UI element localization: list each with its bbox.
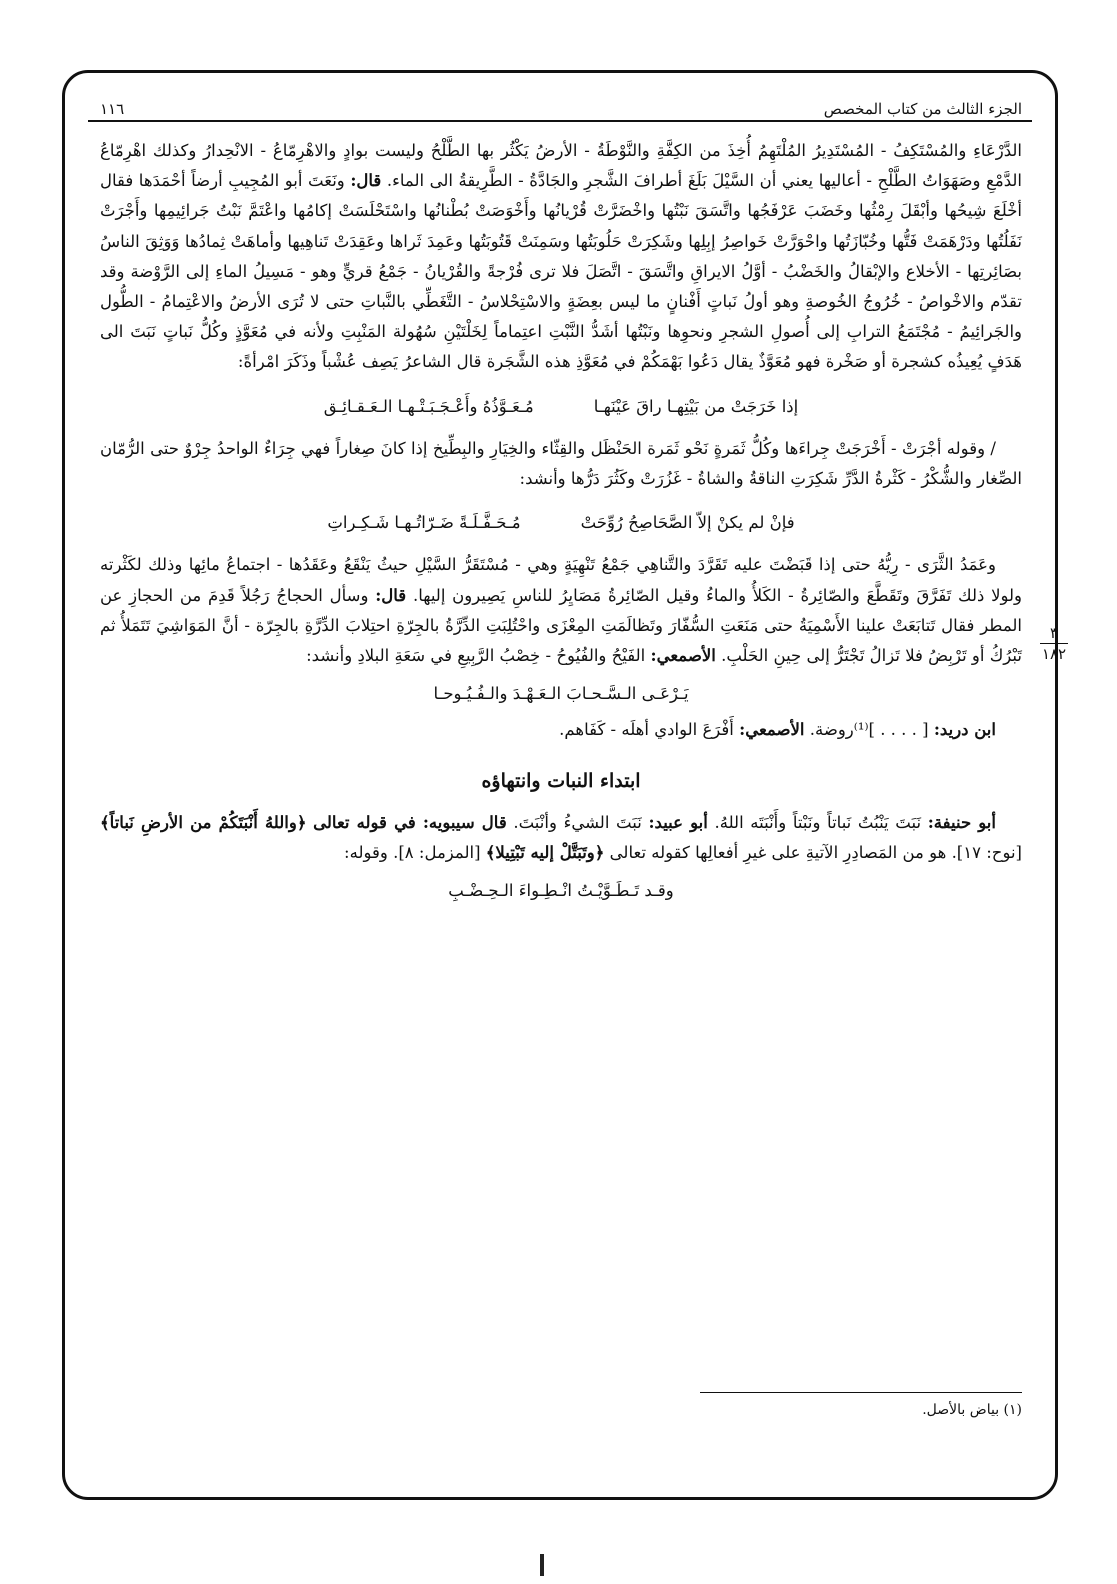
paragraph-5-text-b: نَبَتَ الشيءُ وأنْبَتَ. bbox=[513, 812, 642, 832]
label-qal: قال: bbox=[350, 171, 382, 191]
margin-page: ١٨٢ bbox=[1041, 645, 1067, 663]
label-abu-ubaid: أبو عبيد: bbox=[648, 812, 708, 832]
scan-mark bbox=[540, 1554, 544, 1576]
verse-4 bbox=[100, 876, 1022, 906]
paragraph-1 bbox=[100, 136, 1022, 378]
page-number: ١١٦ bbox=[100, 100, 125, 118]
paragraph-3-text: وعَمَدُ الثَّرَى - رِيُّهُ حتى إذا قَبَضْتَ عليه تَقَرَّدَ والتَّناهِي جَمْعُ تَنْهِيَةٍ وهي - مُسْتَقَرُّ السَّيْلِ حيثُ يَنْقَعُ وعَقَدُها - اجتماعُ مائِها وذلك لكَثْرته ولولا ذلك تَفَرَّقَ وتَقَطَّعَ والصّائِرةُ - الكَلأُ والماءُ وقيل الصّائِرةُ مَصَايِرُ للناسِ يَصِيرون إليها. bbox=[100, 555, 1023, 605]
verse-1-second-hemistich: مُـعَـوَّذُهُ وأَعْـجَـبَـتْـهـا الـعَـقـائِـق bbox=[323, 396, 534, 416]
quran-quote-1: ﴿واللهُ أَنْبَتَكُمْ من الأرضِ نَباتاً﴾ bbox=[100, 812, 307, 832]
verse-4-line: وقـد تَـطَـوَّيْـتُ انْـطِـواءَ الـحِـضْـبِ bbox=[448, 881, 674, 901]
paragraph-4-end: أَفْرَعَ الوادي أهلَه - كَفَاهم. bbox=[559, 720, 734, 740]
paragraph-3 bbox=[100, 550, 1022, 671]
main-text bbox=[100, 136, 1022, 912]
footnote-rule bbox=[700, 1392, 1022, 1393]
verse-1 bbox=[100, 392, 1022, 422]
paragraph-2 bbox=[100, 434, 1022, 494]
margin-divider bbox=[1040, 643, 1068, 644]
label-abu-hanifa: أبو حنيفة: bbox=[927, 812, 996, 832]
label-sibawayh: قال سيبويه: في قوله تعالى bbox=[313, 812, 507, 832]
paragraph-1-text: الدَّرْعَاءِ والمُسْتَكِفُ - المُسْتَدِيرُ المُلْتَهِمُ أُخِذَ من الكِفَّةِ والنَّوْطَةُ - الأرضُ يَكْثُر بها الطَّلْحُ وليست بوادٍ والاهْرِمّاعُ - الانْحِدارُ وكذلك اهْرِمّاعُ الدَّمْعِ وصَهَوَاتُ الطَّلْحِ - أعاليها يعني أن السَّيْلَ بَلَغَ أطرافَ الشَّجرِ والجَادَّةُ - الطَّرِيقةُ الى الماء. bbox=[100, 141, 1022, 191]
verse-3-line: يَـرْعَـى الـسَّـحـابَ الـعَـهْـدَ والـفُـيُـوحـا bbox=[433, 684, 689, 704]
page-header bbox=[100, 84, 1022, 118]
label-qal-2: قال: bbox=[375, 585, 407, 605]
verse-3 bbox=[100, 679, 1022, 709]
section-heading: ابتداء النبات وانتهاؤه bbox=[481, 769, 641, 792]
footnote: (١) بياض بالأصل. bbox=[922, 1402, 1022, 1418]
margin-reference bbox=[1034, 624, 1074, 663]
label-asmai: الأصمعي: bbox=[650, 646, 716, 666]
verse-2 bbox=[100, 508, 1022, 538]
verse-2-first-hemistich: فإنْ لم يكنْ إلاّ الصَّحَاصِحُ رُوِّحَتْ bbox=[580, 513, 795, 533]
label-ibn-durayd: ابن دريد: bbox=[933, 720, 996, 740]
quran-quote-2: ﴿وتَبَتَّلْ إليه تَبْتِيلا﴾ bbox=[485, 843, 605, 863]
paragraph-2-text: / وقوله أجْرَتْ - أَخْرَجَتْ جِراءَها وكُلُّ ثَمَرةٍ نَحْو ثَمَرة الحَنْظَل والقِثّاء والخِيَارِ والبِطِّيخ إذا كانَ صِغاراً فهي جِرَاءٌ الواحدُ جِرْوٌ حتى الرُّمّان الصِّغار والشُّكْرُ - كَثْرةُ الدَّرِّ شَكِرَتِ الناقةُ والشاةُ - غَزُرَتْ وكَثُرَ دَرُّها وأنشد: bbox=[100, 438, 1022, 489]
verse-2-second-hemistich: مُـحَـفَّـلَـةً ضَـرّاتُـهـا شَـكِـراتِ bbox=[327, 513, 521, 533]
paragraph-5-text-c: [نوح: ١٧]. هو من المَصادِرِ الآتيةِ على غيرِ أفعالِها كقوله تعالى bbox=[609, 843, 1022, 863]
running-title: الجزء الثالث من كتاب المخصص bbox=[823, 100, 1022, 118]
label-asmai-2: الأصمعي: bbox=[739, 720, 805, 740]
paragraph-5 bbox=[100, 808, 1022, 868]
paragraph-3-continued: وسأل الحجاجُ رَجُلاً قَدِمَ من الحجازِ عن المطر فقال تَتابَعَتْ علينا الأَسْمِيَةُ حتى مَنَعَتِ السُّفّارَ وتَظالَمَتِ المِعْزَى واحْتُلِبَتِ الدِّرَّةُ بالجِرّةِ احتِلابَ الدِّرَّةِ بالجِرّة - أنَّ المَوَاشِيَ تَتَمَلأُ ثم تَبْرُكُ أو تَرْبِضُ فلا تَزالُ تَجْتَرُّ إلى حِينِ الحَلْبِ. bbox=[100, 585, 1022, 666]
paragraph-3-end: الفَيْحُ والفُيُوحُ - خِصْبُ الرَّبِيعِ في سَعَةِ البلادِ وأنشد: bbox=[306, 646, 646, 666]
paragraph-4 bbox=[100, 715, 1022, 745]
paragraph-4-text: [ . . . . ]⁽¹⁾روضة. bbox=[809, 720, 929, 740]
paragraph-5-end: [المزمل: ٨]. وقوله: bbox=[344, 843, 481, 863]
paragraph-5-text: نَبَتَ يَنْبُتُ نَباتاً ونَبْتاً وأَنْبَتَه اللهُ. bbox=[714, 812, 922, 832]
paragraph-1-continued: ونَعَتَ أبو المُجِيبِ أرضاً أحْمَدَها فقال أخْلَعَ شِيحُها وأبْقَلَ رِمْثُها وخَضَبَ عَرْفَجُها واتَّسَقَ نَبْتُها واخْضَرَّتْ قُرْيانُها وأَخْوَصَتْ بُطْنانُها واسْتَحْلَسَتْ إكامُها واعْتَمَّ نَبْتُ جَرائِيمِها وأَجْرَتْ نَفَلُتُها ودَرْهَمَتْ فَتُّها وخُبّازَتُها واحْوَرَّتْ خَواصِرُ إبِلِها وشَكِرَتْ حَلُوبَتُها وسَمِنَتْ قَتُوبَتُها وعَمِدَ ثَراها وعَقِدَتْ تَناهِيها وأماهَتْ ثِمادُها وَوَثِقَ الناسُ بصَائِرتِها - الأخلاع والإبْقالُ والخَضْبُ - أوَّلُ الايراقِ واتَّسَقَ - اتَّصَلَ فلا ترى فُرْجةً والقُرْيانُ - جَمْعُ قريٍّ وهو - مَسِيلُ الماءِ إلى الرَّوْضة وقد تقدّم والاخْواصُ - خُرُوجُ الخُوصةِ وهو أولُ نَباتٍ أَفْنانٍ ما ليس بعِضَةٍ والاسْتِحْلاسُ - التَّغَطِّي بالنَّباتِ حتى لا تُرَى الأرضُ والاعْتِمامُ - الطُّول والجَرائِيمُ - مُجْتَمَعُ الترابِ إلى أُصولِ الشجرِ ونحوِها ونَبْتُها أشَدُّ النَّبْتِ اعتِماماً لِخَلْتَيْنِ سُهُولة المَنْبِتِ ولأنه في مُعَوَّذٍ وكُلُّ نَباتٍ نَبَتَ الى هَدَفٍ يُعِيذُه كشجرة أو صَخْرة فهو مُعَوَّذٌ يقال دَعُوا بَهْمَكُمْ في مُعَوَّذِ هذه الشَّجَرة قال الشاعرُ يَصِف عُشْباً وذَكَرَ امْرأةً: bbox=[100, 171, 1022, 372]
verse-1-first-hemistich: إذا خَرَجَتْ من بَيْتِهـا راقَ عَيْنَهـا bbox=[593, 396, 799, 416]
margin-volume: ٣ bbox=[1049, 624, 1059, 642]
header-rule bbox=[88, 120, 1032, 122]
